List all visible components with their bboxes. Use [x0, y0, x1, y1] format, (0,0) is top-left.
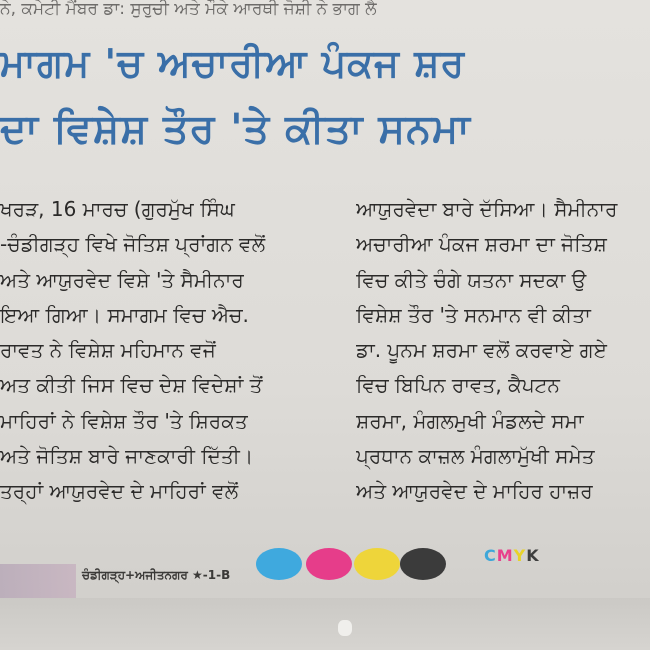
- article-line: ਅਤੇ ਆਯੁਰਵੇਦ ਦੇ ਮਾਹਿਰ ਹਾਜ਼ਰ: [356, 479, 593, 504]
- cmyk-k: K: [526, 546, 540, 565]
- magenta-registration-dot: [306, 548, 352, 580]
- article-line: ਇਆ ਗਿਆ। ਸਮਾਗਮ ਵਿਚ ਐਚ.: [0, 302, 249, 327]
- article-line: ਆਯੁਰਵੇਦਾ ਬਾਰੇ ਦੱਸਿਆ। ਸੈਮੀਨਾਰ: [356, 197, 618, 221]
- article-line: ਖਰੜ, 16 ਮਾਰਚ (ਗੁਰਮੁੱਖ ਸਿੰਘ: [0, 197, 235, 221]
- article-line: ਸ਼ਰਮਾ, ਮੰਗਲਮੁਖੀ ਮੰਡਲਦੇ ਸਮਾ: [356, 408, 584, 433]
- previous-article-tail: ਨੇ, ਕਮੇਟੀ ਮੈਂਬਰ ਡਾ: ਸੁਰੁਚੀ ਅਤੇ ਮੌਕੇ ਆਰਥੀ ਜੋਸ਼ੀ ਨੇ ਭਾਗ ਲੈ: [0, 0, 377, 19]
- black-registration-dot: [400, 548, 446, 580]
- cmyk-y: Y: [513, 546, 527, 565]
- cmyk-c: C: [484, 546, 497, 565]
- article-line: ਪ੍ਰਧਾਨ ਕਾਜ਼ਲ ਮੰਗਲਾਮੁੱਖੀ ਸਮੇਤ: [356, 444, 595, 469]
- registration-swatch: [0, 564, 76, 598]
- yellow-registration-dot: [354, 548, 400, 580]
- paper-speck: [338, 620, 352, 636]
- article-column-right: [356, 192, 650, 510]
- article-line: ਵਿਚ ਬਿਪਿਨ ਰਾਵਤ, ਕੈਪਟਨ: [356, 373, 560, 398]
- article-line: ਅਚਾਰੀਆ ਪੰਕਜ ਸ਼ਰਮਾ ਦਾ ਜੋਤਿਸ਼: [356, 232, 607, 257]
- article-column-left: [0, 192, 340, 510]
- article-line: ਡਾ. ਪੂਨਮ ਸ਼ਰਮਾ ਵਲੋਂ ਕਰਵਾਏ ਗਏ: [356, 338, 607, 363]
- article-line: ਅਤੇ ਜੋਤਿਸ਼ ਬਾਰੇ ਜਾਣਕਾਰੀ ਦਿੱਤੀ।: [0, 444, 254, 469]
- headline-line-1: ਮਾਗਮ 'ਚ ਅਚਾਰੀਆ ਪੰਕਜ ਸ਼ਰ: [0, 41, 466, 85]
- page-bottom-margin: [0, 598, 650, 650]
- cmyk-m: M: [496, 546, 514, 565]
- edition-label: ਚੰਡੀਗੜ੍ਹ+ਅਜੀਤਨਗਰ ★-1-B: [82, 568, 231, 582]
- article-line: ਵਿਚ ਕੀਤੇ ਚੰਗੇ ਯਤਨਾ ਸਦਕਾ ਉ: [356, 267, 587, 292]
- article-line: ਵਿਸ਼ੇਸ਼ ਤੌਰ 'ਤੇ ਸਨਮਾਨ ਵੀ ਕੀਤਾ: [356, 302, 591, 327]
- article-line: ਤਰ੍ਹਾਂ ਆਯੁਰਵੇਦ ਦੇ ਮਾਹਿਰਾਂ ਵਲੋਂ: [0, 479, 239, 504]
- article-line: ਅਤ ਕੀਤੀ ਜਿਸ ਵਿਚ ਦੇਸ਼ ਵਿਦੇਸ਼ਾਂ ਤੋਂ: [0, 373, 263, 398]
- article-line: ਅਤੇ ਆਯੁਰਵੇਦ ਵਿਸ਼ੇ 'ਤੇ ਸੈਮੀਨਾਰ: [0, 267, 244, 292]
- article-line: ਰਾਵਤ ਨੇ ਵਿਸ਼ੇਸ਼ ਮਹਿਮਾਨ ਵਜੋਂ: [0, 338, 216, 363]
- article-line: ਮਾਹਿਰਾਂ ਨੇ ਵਿਸ਼ੇਸ਼ ਤੌਰ 'ਤੇ ਸ਼ਿਰਕਤ: [0, 408, 248, 433]
- cyan-registration-dot: [256, 548, 302, 580]
- article-line: -ਚੰਡੀਗੜ੍ਹ ਵਿਖੇ ਜੋਤਿਸ਼ ਪ੍ਰਾਂਗਨ ਵਲੋਂ: [0, 232, 266, 257]
- headline-line-2: ਦਾ ਵਿਸ਼ੇਸ਼ ਤੌਰ 'ਤੇ ਕੀਤਾ ਸਨਮਾ: [0, 106, 471, 152]
- cmyk-marker: [484, 546, 540, 565]
